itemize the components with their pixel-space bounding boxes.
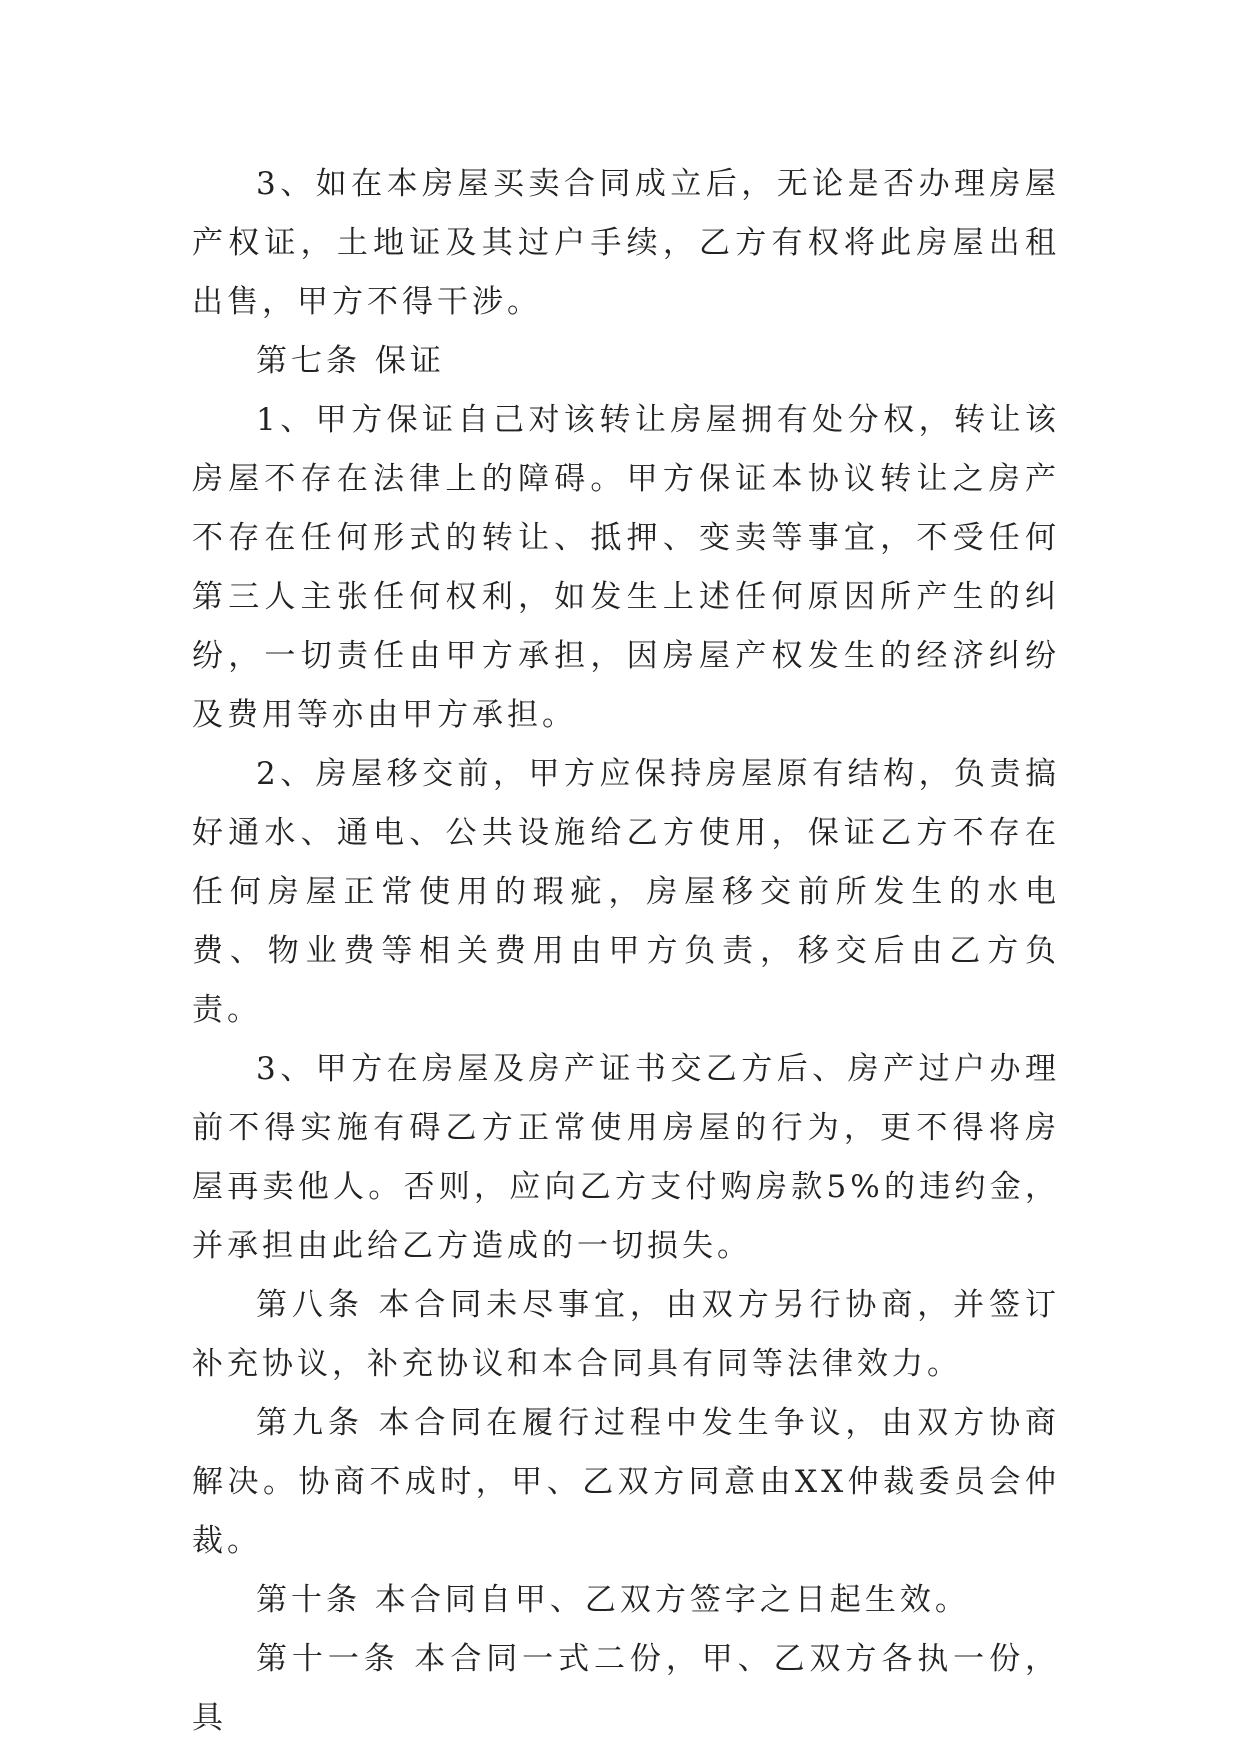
paragraph-clause-7-3: 3、甲方在房屋及房产证书交乙方后、房产过户办理前不得实施有碍乙方正常使用房屋的行为，更不得将房屋再卖他人。否则，应向乙方支付购房款5%的违约金，并承担由此给乙方造成的一切损失。 [192,1051,1060,1264]
paragraph-clause-6-3: 3、如在本房屋买卖合同成立后，无论是否办理房屋产权证，土地证及其过户手续，乙方有权将此房屋出租出售，甲方不得干涉。 [192,166,1060,320]
heading-article-7: 第七条 保证 [256,343,445,379]
paragraph-article-11: 第十一条 本合同一式二份，甲、乙双方各执一份，具 [192,1641,1060,1736]
paragraph-article-10: 第十条 本合同自甲、乙双方签字之日起生效。 [256,1582,970,1618]
paragraph-clause-7-1: 1、甲方保证自己对该转让房屋拥有处分权，转让该房屋不存在法律上的障碍。甲方保证本协议转让之房产不存在任何形式的转让、抵押、变卖等事宜，不受任何第三人主张任何权利，如发生上述任何原因所产生的纠纷，一切责任由甲方承担，因房屋产权发生的经济纠纷及费用等亦由甲方承担。 [192,402,1060,733]
paragraph-article-8: 第八条 本合同未尽事宜，由双方另行协商，并签订补充协议，补充协议和本合同具有同等法律效力。 [192,1287,1060,1382]
document-body [192,155,1060,1748]
paragraph-article-9: 第九条 本合同在履行过程中发生争议，由双方协商解决。协商不成时，甲、乙双方同意由XX仲裁委员会仲裁。 [192,1405,1060,1559]
paragraph-clause-7-2: 2、房屋移交前，甲方应保持房屋原有结构，负责搞好通水、通电、公共设施给乙方使用，保证乙方不存在任何房屋正常使用的瑕疵，房屋移交前所发生的水电费、物业费等相关费用由甲方负责，移交后由乙方负责。 [192,756,1060,1028]
